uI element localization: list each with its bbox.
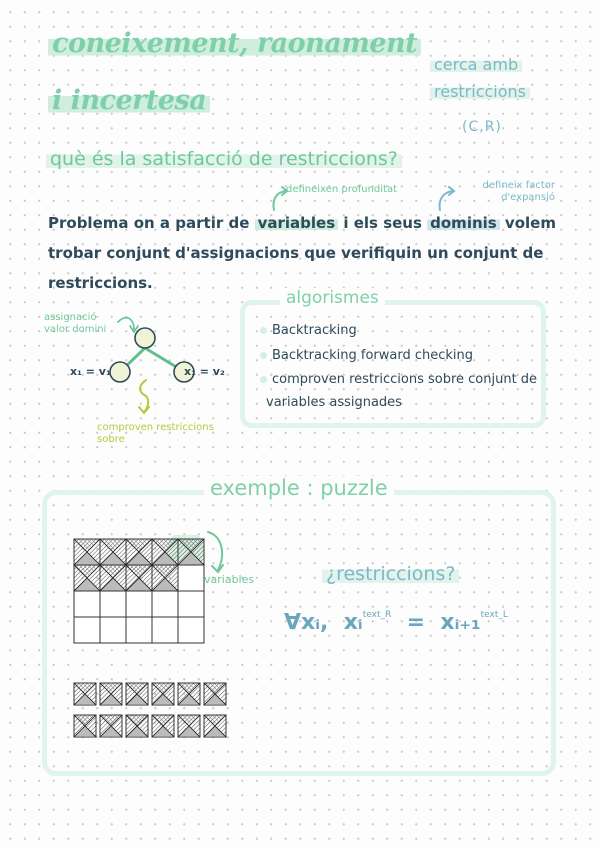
arrow-down-icon xyxy=(140,380,148,412)
variables-label: variables xyxy=(204,573,255,586)
formula-sup-r: text_R xyxy=(362,609,392,620)
tree-right-label: x₁ = v₂ xyxy=(184,365,225,378)
formula-xi-plus-1: xᵢ₊₁ xyxy=(440,610,481,635)
restrictions-title: ¿restriccions? xyxy=(322,563,459,585)
definition-paragraph xyxy=(48,208,566,298)
example-title: exemple : puzzle xyxy=(204,476,394,500)
puzzle-pieces xyxy=(74,683,226,737)
bullet-icon xyxy=(260,376,267,383)
tree-annotation-bottom: comproven restriccions sobre xyxy=(97,422,214,445)
keyword-dominis: dominis xyxy=(427,214,500,232)
arrow-icon xyxy=(200,528,240,578)
side-title-code: (C,R) xyxy=(462,119,502,135)
keyword-variables: variables xyxy=(255,214,339,232)
formula-forall: ∀xᵢ, xyxy=(284,610,329,635)
para-text-3: volem trobar conjunt d'assignacions que verifiquin un conjunt de restriccions. xyxy=(48,214,556,292)
tree-left-node xyxy=(110,362,130,382)
formula-xi: xᵢ xyxy=(343,610,363,635)
formula-equals: = xyxy=(406,610,426,635)
constraint-formula xyxy=(284,610,508,635)
puzzle-grid xyxy=(74,539,204,643)
formula-sup-l: text_L xyxy=(480,609,508,620)
algorithm-item-continued: variables assignades xyxy=(266,395,402,410)
algorithm-item: Backtracking xyxy=(260,323,357,338)
algorithms-title: algorismes xyxy=(280,288,385,308)
para-text-2: i els seus xyxy=(338,214,428,232)
title-line-2: i incertesa xyxy=(48,85,210,116)
tree-annotation-top: assignació valor domini xyxy=(44,312,107,335)
bullet-icon xyxy=(260,327,267,334)
algorithm-item: comproven restriccions sobre conjunt de xyxy=(260,372,537,387)
tree-left-label: x₁ = v₁ xyxy=(70,365,111,378)
algorithm-item: Backtracking forward checking xyxy=(260,348,473,363)
annotation-variables: defineixen profunditat xyxy=(286,184,397,195)
bullet-icon xyxy=(260,352,267,359)
tree-root-node xyxy=(135,328,155,348)
section-question: què és la satisfacció de restriccions? xyxy=(46,148,402,170)
side-title-line-2: restriccions xyxy=(430,82,530,101)
annotation-dominis: defineix factor d'expansió xyxy=(482,180,555,203)
search-tree-diagram xyxy=(60,300,230,420)
side-title-line-1: cerca amb xyxy=(430,55,522,74)
title-line-1: coneixement, raonament xyxy=(48,28,421,59)
para-text-1: Problema on a partir de xyxy=(48,214,255,232)
